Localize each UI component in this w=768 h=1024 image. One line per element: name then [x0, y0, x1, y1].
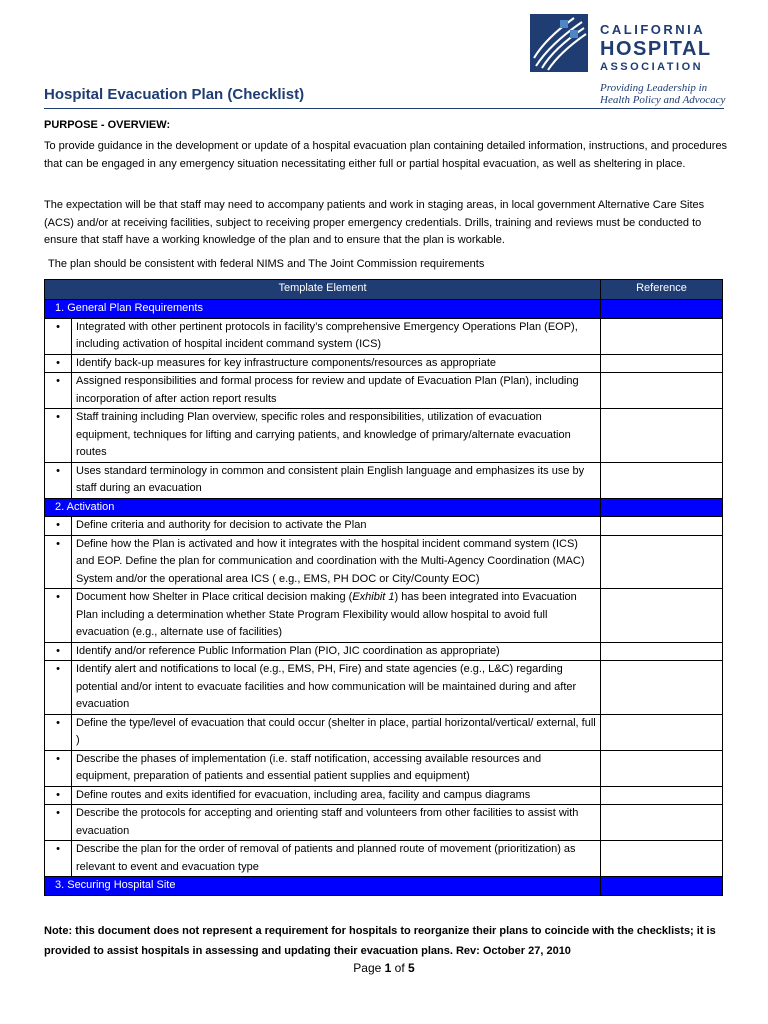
purpose-paragraph-1: To provide guidance in the development or update of a hospital evacuation plan containing detailed information, instructions, and procedures that can be engaged in any emergency situation necessitating either full or partial hospital evacuation, as well as sheltering in place.: [44, 140, 728, 170]
bullet-icon: •: [45, 750, 72, 786]
bullet-icon: •: [45, 462, 72, 498]
section-label: 3. Securing Hospital Site: [45, 877, 601, 896]
checklist-item-row: [45, 318, 723, 354]
reference-cell[interactable]: [601, 535, 723, 589]
checklist-body: [45, 300, 723, 896]
header-reference: Reference: [601, 280, 723, 300]
checklist-item-text: Identify and/or reference Public Information Plan (PIO, JIC coordination as appropriate): [72, 642, 601, 661]
section-row: [45, 300, 723, 319]
reference-cell[interactable]: [601, 786, 723, 805]
checklist-item-row: [45, 714, 723, 750]
purpose-heading: PURPOSE - OVERVIEW:: [44, 119, 171, 131]
section-reference-cell: [601, 877, 723, 896]
checklist-item-row: [45, 409, 723, 463]
bullet-icon: •: [45, 589, 72, 643]
reference-cell[interactable]: [601, 841, 723, 877]
bullet-icon: •: [45, 373, 72, 409]
checklist-item-text: Document how Shelter in Place critical decision making (Exhibit 1) has been integrated into Evacuation Plan including a determination whether State Program Flexibility would allow hospital to avoid full evacuation (e.g., alternate use of facilities): [72, 589, 601, 643]
section-reference-cell: [601, 498, 723, 517]
reference-cell[interactable]: [601, 805, 723, 841]
checklist-item-text: Describe the protocols for accepting and orienting staff and volunteers from other facilities to assist with evacuation: [72, 805, 601, 841]
bullet-icon: •: [45, 409, 72, 463]
purpose-paragraph-3: The plan should be consistent with federal NIMS and The Joint Commission requirements: [48, 258, 485, 270]
page-middle: of: [391, 961, 409, 975]
checklist-item-row: [45, 535, 723, 589]
checklist-item-row: [45, 642, 723, 661]
reference-cell[interactable]: [601, 750, 723, 786]
table-header-row: [45, 280, 723, 300]
section-label: 2. Activation: [45, 498, 601, 517]
checklist-item-text: Describe the phases of implementation (i.e. staff notification, accessing available resources and equipment, preparation of patients and essential patient supplies and equipment): [72, 750, 601, 786]
checklist-item-text: Uses standard terminology in common and consistent plain English language and emphasizes its use by staff during an evacuation: [72, 462, 601, 498]
checklist-item-row: [45, 786, 723, 805]
bullet-icon: •: [45, 841, 72, 877]
footer-note: Note: this document does not represent a requirement for hospitals to reorganize their plans to coincide with the checklists; it is provided to assist hospitals in assessing and updating their evacuation plans. Rev: October 27, 2010: [44, 925, 716, 957]
section-row: [45, 498, 723, 517]
checklist-item-text: Identify back-up measures for key infrastructure components/resources as appropriate: [72, 354, 601, 373]
exhibit-reference: Exhibit 1: [352, 591, 395, 603]
logo-line-association: ASSOCIATION: [600, 61, 704, 73]
cha-logo: [530, 14, 730, 110]
bullet-icon: •: [45, 354, 72, 373]
checklist-item-row: [45, 841, 723, 877]
checklist-item-text: Describe the plan for the order of removal of patients and planned route of movement (prioritization) as relevant to event and evacuation type: [72, 841, 601, 877]
logo-tagline: [600, 82, 725, 106]
checklist-item-row: [45, 354, 723, 373]
purpose-paragraph-2: The expectation will be that staff may need to accompany patients and work in staging areas, in local government Alternative Care Sites (ACS) and/or at receiving facilities, subject to receiving proper emergency credentials. Drills, training and reviews must be conducted to ensure that staff have a working knowledge of the plan and to ensure that the plan is workable.: [44, 199, 705, 246]
checklist-item-text: Assigned responsibilities and formal process for review and update of Evacuation Plan (Plan), including incorporation of after action report results: [72, 373, 601, 409]
checklist-table: [44, 279, 723, 896]
tagline-line-1: Providing Leadership in: [600, 82, 708, 94]
bullet-icon: •: [45, 714, 72, 750]
checklist-item-row: [45, 373, 723, 409]
logo-line-california: CALIFORNIA: [600, 22, 706, 37]
tagline-line-2: Health Policy and Advocacy: [600, 94, 726, 106]
bullet-icon: •: [45, 318, 72, 354]
checklist-item-text: Define criteria and authority for decision to activate the Plan: [72, 517, 601, 536]
logo-line-hospital: HOSPITAL: [600, 38, 712, 60]
checklist-item-row: [45, 661, 723, 715]
section-label: 1. General Plan Requirements: [45, 300, 601, 319]
bullet-icon: •: [45, 661, 72, 715]
page-indicator: [0, 961, 768, 975]
checklist-item-row: [45, 589, 723, 643]
reference-cell[interactable]: [601, 318, 723, 354]
reference-cell[interactable]: [601, 661, 723, 715]
bullet-icon: •: [45, 642, 72, 661]
bullet-icon: •: [45, 786, 72, 805]
reference-cell[interactable]: [601, 409, 723, 463]
bullet-icon: •: [45, 535, 72, 589]
page-total: 5: [408, 961, 415, 975]
section-reference-cell: [601, 300, 723, 319]
header-template-element: Template Element: [45, 280, 601, 300]
reference-cell[interactable]: [601, 373, 723, 409]
reference-cell[interactable]: [601, 354, 723, 373]
reference-cell[interactable]: [601, 714, 723, 750]
page-prefix: Page: [353, 961, 385, 975]
checklist-item-row: [45, 517, 723, 536]
checklist-item-row: [45, 750, 723, 786]
checklist-item-text: Integrated with other pertinent protocols in facility’s comprehensive Emergency Operations Plan (EOP), including activation of hospital incident command system (ICS): [72, 318, 601, 354]
checklist-item-row: [45, 462, 723, 498]
section-row: [45, 877, 723, 896]
checklist-item-text: Define the type/level of evacuation that could occur (shelter in place, partial horizontal/vertical/ external, full ): [72, 714, 601, 750]
title-divider: [44, 108, 724, 109]
reference-cell[interactable]: [601, 462, 723, 498]
bullet-icon: •: [45, 517, 72, 536]
checklist-item-text: Staff training including Plan overview, specific roles and responsibilities, utilization of evacuation equipment, techniques for lifting and carrying patients, and knowledge of primary/alternate evacuation routes: [72, 409, 601, 463]
page-current: 1: [384, 961, 392, 975]
document-title: Hospital Evacuation Plan (Checklist): [44, 86, 305, 103]
reference-cell[interactable]: [601, 642, 723, 661]
checklist-item-row: [45, 805, 723, 841]
checklist-item-text: Identify alert and notifications to local (e.g., EMS, PH, Fire) and state agencies (e.g., L&C) regarding potential and/or intent to evacuate facilities and how communication will be maintained during and after evacuation: [72, 661, 601, 715]
reference-cell[interactable]: [601, 589, 723, 643]
checklist-item-text: Define how the Plan is activated and how it integrates with the hospital incident command system (ICS) and EOP. Define the plan for communication and coordination with the Multi-Agency Coordination (MAC) System and/or the operational area ICS ( e.g., EMS, PH DOC or City/County EOC): [72, 535, 601, 589]
logo-wordmark: [600, 22, 712, 75]
checklist-item-text: Define routes and exits identified for evacuation, including area, facility and campus diagrams: [72, 786, 601, 805]
reference-cell[interactable]: [601, 517, 723, 536]
logo-mark-icon: [530, 14, 588, 72]
bullet-icon: •: [45, 805, 72, 841]
